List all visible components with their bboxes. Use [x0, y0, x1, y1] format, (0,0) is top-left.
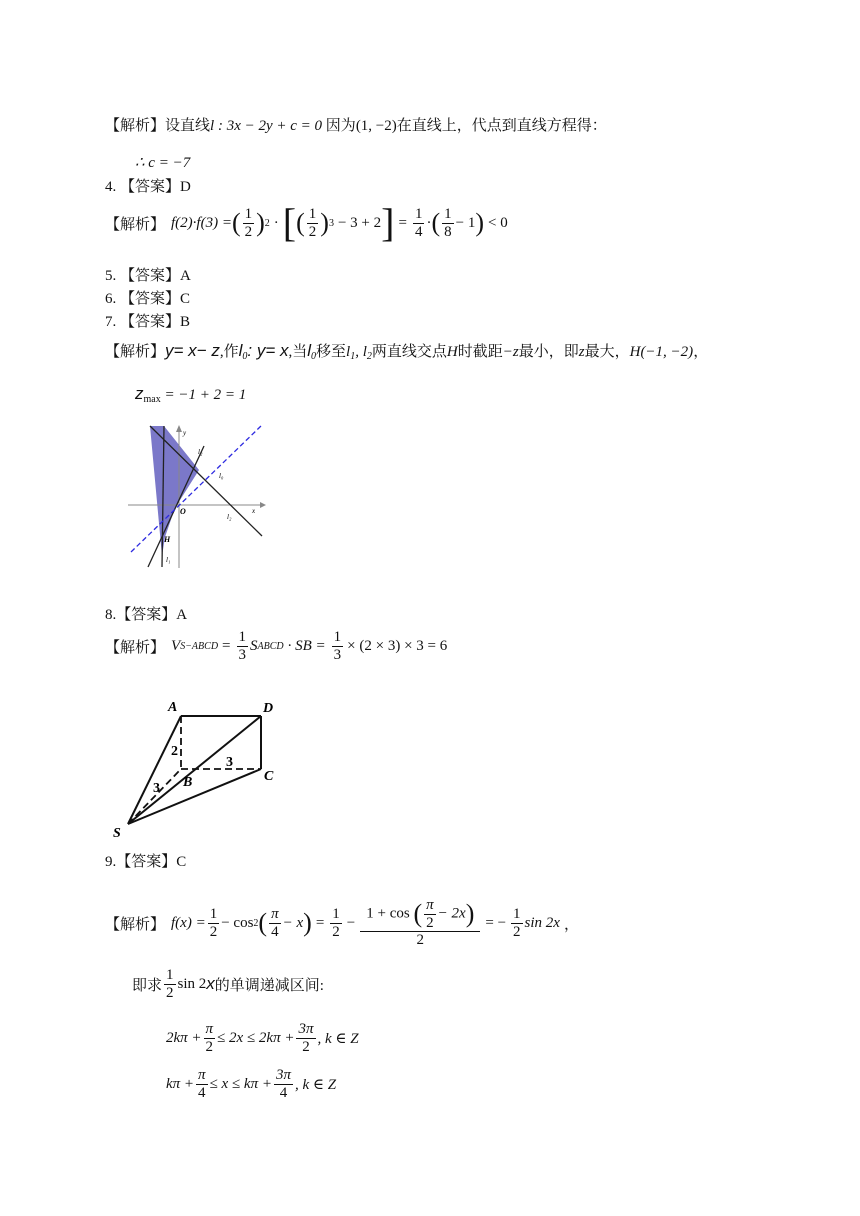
solution-label: 【解析】 — [105, 916, 166, 933]
q7-zmax: $z_{max} = -1 + 2 = 1$ — [135, 384, 247, 405]
svg-text:x: x — [252, 507, 256, 515]
svg-text:3: 3 — [153, 781, 160, 796]
feasible-region — [150, 426, 199, 556]
q9-inequality-1: 2kπ + $\frac{\pi}{2}$ ≤ 2x ≤ 2kπ + $\frac{3\pi}{2}$ , k ∈ Z — [166, 1021, 359, 1055]
svg-text:y: y — [183, 429, 187, 437]
q8-solution: 【解析】 V S−ABCD = $\frac{1}{3}$ S ABCD · SB = $\frac{1}{3}$ × (2 × 3) × 3 = 6 — [105, 629, 448, 663]
fraction-third: $\frac{1}{3}$ — [333, 629, 342, 663]
q3-text-c: 在直线上，代点到直线方程得： — [396, 118, 607, 134]
q7-objective: y= x− z — [165, 341, 220, 360]
paren: ( — [231, 208, 241, 237]
q5-answer: 5. 【答案】A — [105, 268, 191, 284]
q7-solution-line: 【解析】y= x− z,作$l_0$: y= x,当$l_0$移至$l_1$, $l_2$两直线交点H时截距−z最小，即z最大，H(−1, −2)， — [105, 341, 709, 362]
q4-solution: 【解析】 f(2)·f(3) = ( $\frac{1}{2}$ ) 2 · [ ( $\frac{1}{2}$ ) 3 − 3 + 2 ] = $\frac{1}{4}$ · ( $\frac{1}{8}$ − 1 ) < 0 — [105, 200, 508, 245]
q8-answer: 8.【答案】A — [105, 607, 188, 623]
q3-point: (1, −2) — [355, 118, 397, 134]
q4-lhs: f(2)·f(3) = — [171, 214, 232, 231]
q4-mid: − 3 + 2 — [337, 214, 382, 231]
paren: ) — [256, 208, 265, 237]
q3-line-equation: l : 3x − 2y + c = 0 — [210, 118, 323, 134]
svg-text:A: A — [168, 700, 178, 715]
svg-text:B: B — [183, 775, 193, 790]
line-l0-dashed — [131, 426, 261, 552]
q8-pyramid-figure — [108, 694, 283, 840]
fraction-quarter: $\frac{1}{4}$ — [414, 206, 423, 240]
svg-text:D: D — [263, 701, 274, 716]
q7-feasible-region-graph — [128, 422, 268, 570]
svg-text:l₁: l₁ — [166, 556, 171, 564]
q3-solution-line — [105, 114, 607, 135]
q9-text-line: 即求 $\frac{1}{2}$ sin 2 x 的单调递减区间: — [132, 967, 324, 1001]
q7-answer: 7. 【答案】B — [105, 314, 191, 330]
svg-text:l₀: l₀ — [219, 472, 224, 480]
q4-answer: 4. 【答案】D — [105, 179, 191, 195]
fraction-cos-expression: 1 + cos ( $\frac{\pi}{2}$ − 2x) 2 — [360, 897, 480, 949]
q9-inequality-2: kπ + $\frac{\pi}{4}$ ≤ x ≤ kπ + $\frac{3\pi}{4}$ , k ∈ Z — [166, 1067, 337, 1101]
svg-text:l₂: l₂ — [227, 513, 232, 521]
fraction-half: $\frac{1}{2}$ — [308, 206, 317, 240]
svg-text:O: O — [180, 507, 186, 516]
q3-text-a: 设直线 — [165, 118, 211, 134]
fraction-eighth: $\frac{1}{8}$ — [444, 206, 452, 240]
solution-label: 【解析】 — [105, 118, 166, 134]
svg-text:l₂: l₂ — [198, 448, 203, 456]
solution-label: 【解析】 — [105, 639, 166, 656]
svg-text:S: S — [113, 826, 121, 840]
svg-text:3: 3 — [226, 755, 233, 770]
svg-text:H: H — [164, 535, 171, 544]
svg-text:C: C — [264, 769, 274, 784]
solution-label: 【解析】 — [105, 344, 166, 360]
q9-solution: 【解析】 f(x) = $\frac{1}{2}$ − cos 2 ( $\frac{\pi}{4}$ − x ) = $\frac{1}{2}$ − 1 + cos ( $\frac{\pi}{2}$ − 2x) 2 = − $\frac{1}{2}$ sin 2x ， — [105, 897, 579, 949]
fraction-half: $\frac{1}{2}$ — [244, 206, 253, 240]
svg-text:2: 2 — [171, 744, 178, 759]
q3-text-b: 因为 — [325, 118, 356, 134]
q6-answer: 6. 【答案】C — [105, 291, 191, 307]
solution-label: 【解析】 — [105, 216, 166, 233]
q3-result: ∴ c = −7 — [135, 155, 191, 171]
fraction-third: $\frac{1}{3}$ — [238, 629, 247, 663]
bracket: [ — [282, 200, 297, 245]
exponent: 2 — [264, 217, 270, 229]
q9-answer: 9.【答案】C — [105, 854, 187, 870]
